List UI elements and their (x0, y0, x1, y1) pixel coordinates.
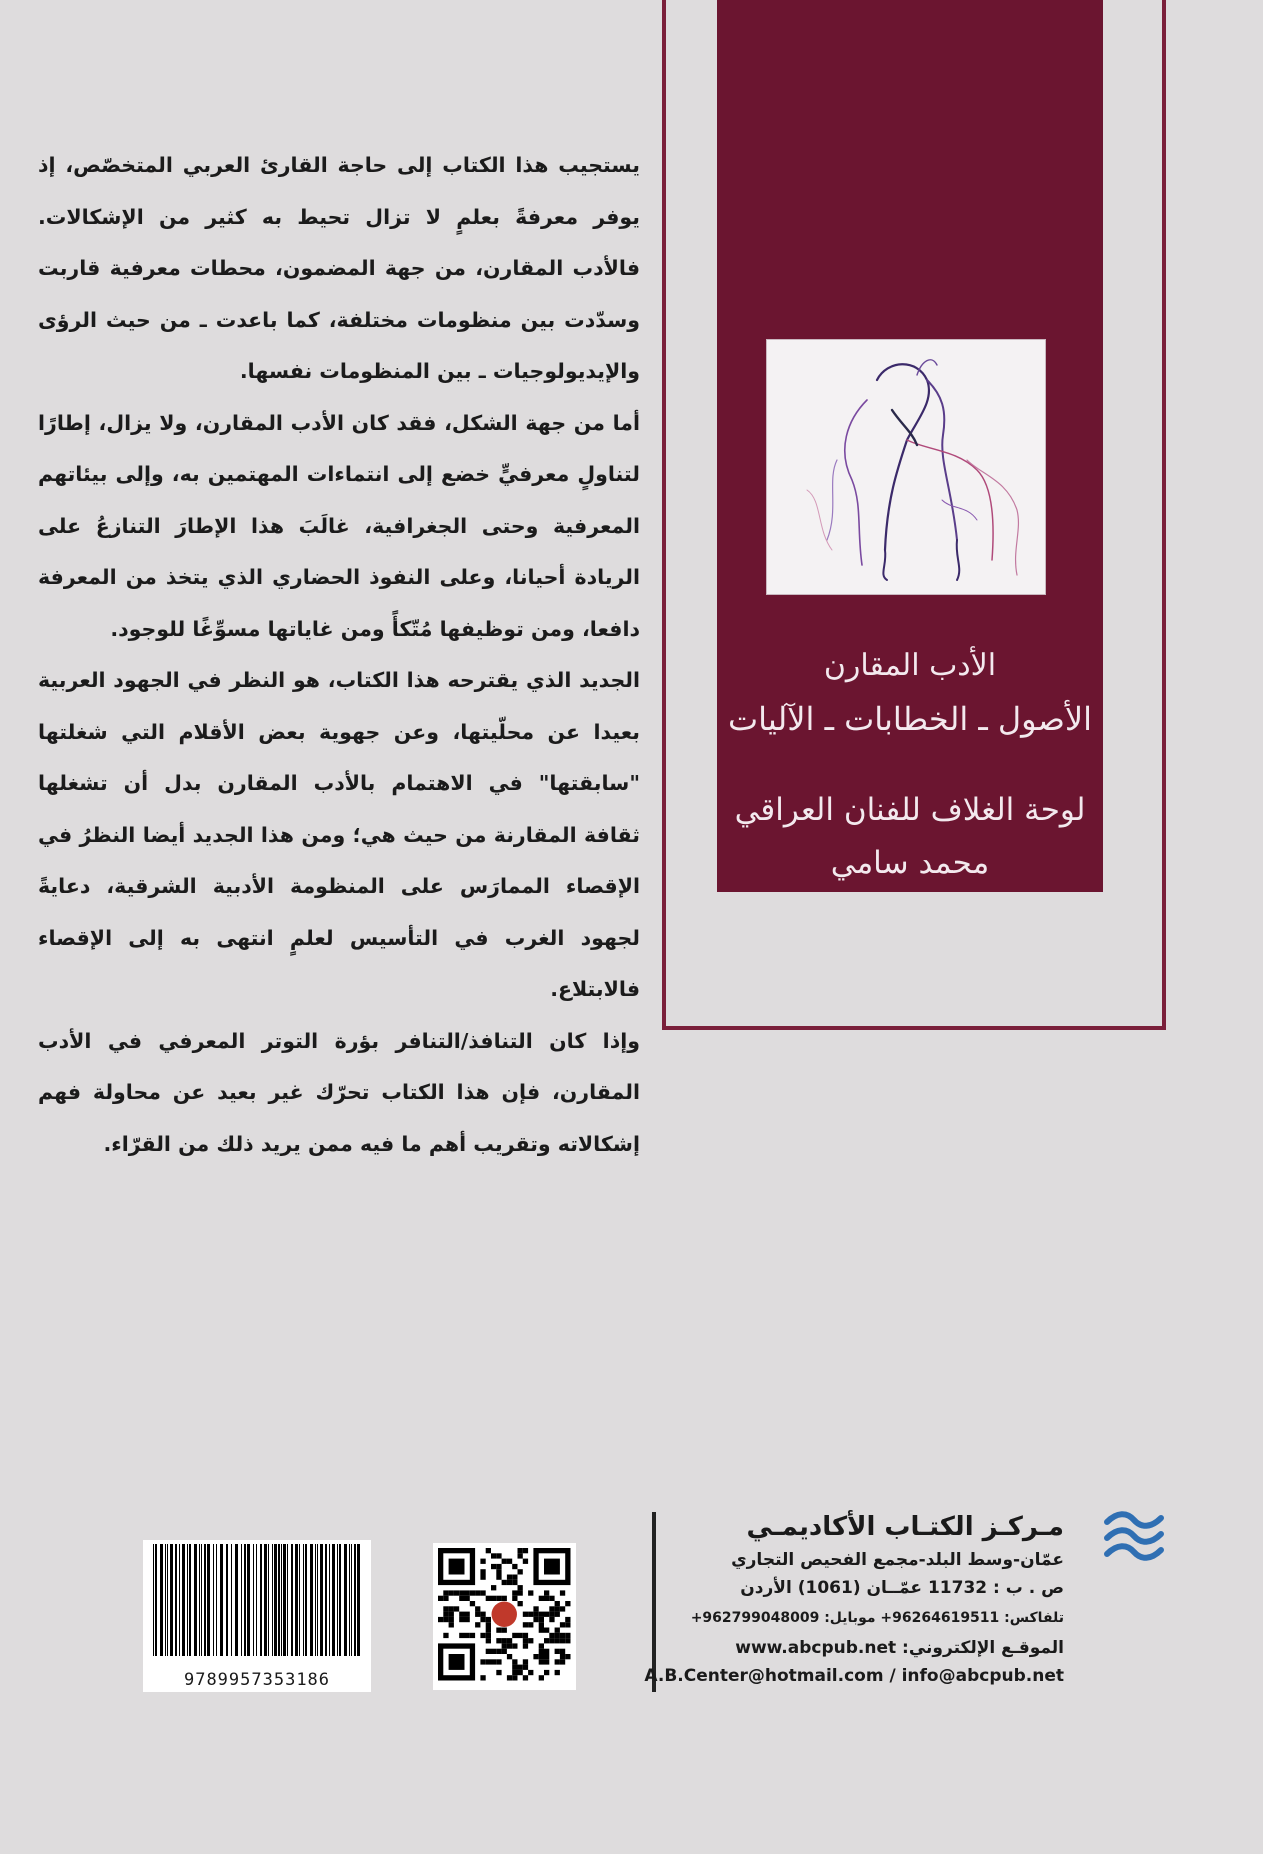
cover-title: الأدب المقارن (823, 648, 997, 683)
barcode-bars (147, 1544, 367, 1662)
blurb-paragraph: الجديد الذي يقترحه هذا الكتاب، هو النظر في الجهود العربية بعيدا عن محلّيتها، وعن جهوية بعض الأقلام التي شغلتها "سابقتها" في الاهتمام بالأدب المقارن بدل أن تشغلها ثقافة المقارنة من حيث هي؛ ومن هذا الجديد أيضا النظرُ في الإقصاء الممارَس على المنظومة الأدبية الشرقية، دعايةً لجهود الغرب في التأسيس لعلمٍ انتهى به إلى الإقصاء فالابتلاع. (38, 668, 640, 1001)
publisher-waves-logo-icon (1101, 1506, 1167, 1566)
cover-subtitle: الأصول ـ الخطابات ـ الآليات (727, 700, 1093, 738)
cover-artist-name: محمد سامي (830, 845, 990, 881)
qr-code[interactable] (433, 1543, 576, 1690)
horse-sketch-icon (767, 340, 1045, 594)
cover-artwork-horse-sketch (766, 339, 1046, 595)
publisher-emails[interactable]: A.B.Center@hotmail.com / info@abcpub.net (644, 1666, 1064, 1686)
blurb-paragraph: وإذا كان التنافذ/التنافر بؤرة التوتر المعرفي في الأدب المقارن، فإن هذا الكتاب تحرّك غير بعيد عن محاولة فهم إشكالاته وتقريب أهم ما فيه ممن يريد ذلك من القرّاء. (38, 1028, 640, 1156)
isbn-barcode (143, 1540, 371, 1692)
publisher-address: عمّان-وسط البلد-مجمع الفحيص التجاري (731, 1550, 1064, 1570)
publisher-info (644, 1512, 1064, 1692)
isbn-number: 9789957353186 (183, 1670, 331, 1690)
cover-art-credit: لوحة الغلاف للفنان العراقي (734, 792, 1086, 828)
publisher-po-box: ص . ب : 11732 عمّــان (1061) الأردن (740, 1578, 1064, 1598)
back-cover-blurb (38, 140, 640, 1170)
blurb-paragraph: أما من جهة الشكل، فقد كان الأدب المقارن، ولا يزال، إطارًا لتناولٍ معرفيٍّ خضع إلى انتماءات المهتمين به، وإلى بيئاتهم المعرفية وحتى الجغرافية، غالَبَ هذا الإطارَ التنازعُ على الريادة أحيانا، وعلى النفوذ الحضاري الذي يتخذ من المعرفة دافعا، ومن توظيفها مُتّكأً ومن غاياتها مسوِّغًا للوجود. (38, 410, 640, 641)
publisher-website[interactable]: الموقـع الإلكتروني: www.abcpub.net (735, 1638, 1064, 1658)
publisher-name: مـركـز الكتـاب الأكاديمـي (746, 1512, 1064, 1542)
blurb-paragraph: يستجيب هذا الكتاب إلى حاجة القارئ العربي المتخصّص، إذ يوفر معرفةً بعلمٍ لا تزال تحيط به كثير من الإشكالات. فالأدب المقارن، من جهة المضمون، محطات معرفية قاربت وسدّدت بين منظومات مختلفة، كما باعدت ـ من حيث الرؤى والإيديولوجيات ـ بين المنظومات نفسها. (38, 153, 640, 383)
publisher-phones: تلفاكس: 96264619511+ موبايل: 962799048009+ (690, 1610, 1064, 1626)
qr-code-icon (438, 1548, 571, 1685)
